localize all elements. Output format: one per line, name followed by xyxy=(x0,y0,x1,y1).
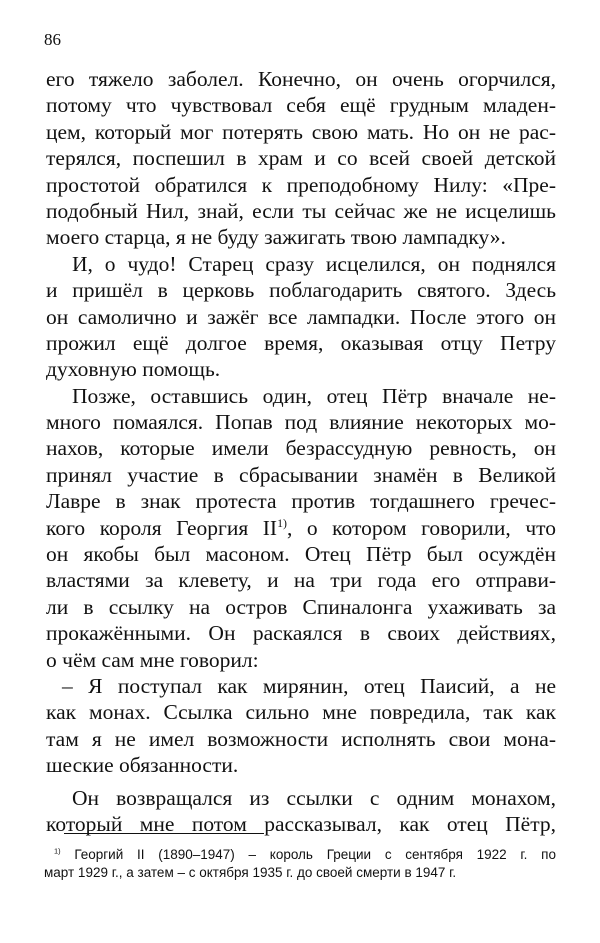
text-line: который мне потом рассказывал, как отец Пётр, xyxy=(46,811,556,836)
text-line: И, о чудо! Старец сразу исцелился, он поднялся xyxy=(72,251,556,276)
paragraph-2 xyxy=(46,251,556,383)
text-line: нахов, которые имели безрассудную ревность, он xyxy=(46,436,556,461)
text-line: он самолично и зажёг все лампадки. После этого он xyxy=(46,304,556,329)
body-text xyxy=(46,66,556,837)
page-number: 86 xyxy=(44,30,61,49)
footnote-text: Георгий II (1890–1947) – король Греции с сентября 1922 г. по xyxy=(60,847,556,862)
footnote-mark: 1) xyxy=(54,846,61,856)
text-line: Лавре в знак протеста против тогдашнего гречес- xyxy=(46,489,556,514)
text-line: там я не имел возможности исполнять свои мона- xyxy=(46,726,556,751)
text-line: ли в ссылку на остров Спиналонга ухаживать за xyxy=(46,594,556,619)
paragraph-5 xyxy=(46,785,556,838)
text-line: простотой обратился к преподобному Нилу: «Пре- xyxy=(46,172,556,197)
text-line: Он возвращался из ссылки с одним монахом, xyxy=(72,785,556,810)
text-line: Позже, оставшись один, отец Пётр вначале не- xyxy=(72,383,556,408)
text-line: – Я поступал как мирянин, отец Паисий, а не xyxy=(62,673,556,698)
text-line: принял участие в сбрасывании знамён в Великой xyxy=(46,462,556,487)
text-line: властями за клевету, и на три года его отправи- xyxy=(46,568,556,593)
text-line: шеские обязанности. xyxy=(46,753,239,778)
text-line: прожил ещё долгое время, оказывая отцу Петру xyxy=(46,330,556,355)
text-line: прокажёнными. Он раскаялся в своих действиях, xyxy=(46,621,556,646)
text-line: его тяжело заболел. Конечно, он очень огорчился, xyxy=(46,67,556,91)
footnote-line: март 1929 г., а затем – с октября 1935 г. до своей смерти в 1947 г. xyxy=(44,865,457,880)
text-fragment: , о котором говорили, что xyxy=(286,515,556,540)
text-line: он якобы был масоном. Отец Пётр был осуждён xyxy=(46,542,556,567)
text-line: много помаялся. Попав под влияние некоторых мо- xyxy=(46,410,556,435)
paragraph-1 xyxy=(46,66,556,251)
text-line: терялся, поспешил в храм и со всей своей детской xyxy=(46,146,556,171)
footnote-reference[interactable]: 1) xyxy=(277,515,287,530)
text-line-with-footnote-ref xyxy=(46,515,556,541)
paragraph-4-dialogue xyxy=(46,673,556,779)
text-line: подобный Нил, знай, если ты сейчас же не исцелишь xyxy=(46,198,556,223)
paragraph-3 xyxy=(46,383,556,673)
text-line: как монах. Ссылка сильно мне повредила, так как xyxy=(46,700,556,725)
text-line: цем, который мог потерять свою мать. Но он не рас- xyxy=(46,119,556,144)
text-line: моего старца, я не буду зажигать твою лампадку». xyxy=(46,225,506,250)
footnote-separator xyxy=(64,833,264,834)
footnote xyxy=(44,846,556,882)
text-fragment: кого короля Георгия II xyxy=(46,515,278,540)
text-line: духовную помощь. xyxy=(46,357,221,382)
text-line: и пришёл в церковь поблагодарить святого. Здесь xyxy=(46,278,556,303)
text-line: потому что чувствовал себя ещё грудным младен- xyxy=(46,93,556,118)
text-line: о чём сам мне говорил: xyxy=(46,647,259,672)
footnote-line xyxy=(44,846,556,864)
